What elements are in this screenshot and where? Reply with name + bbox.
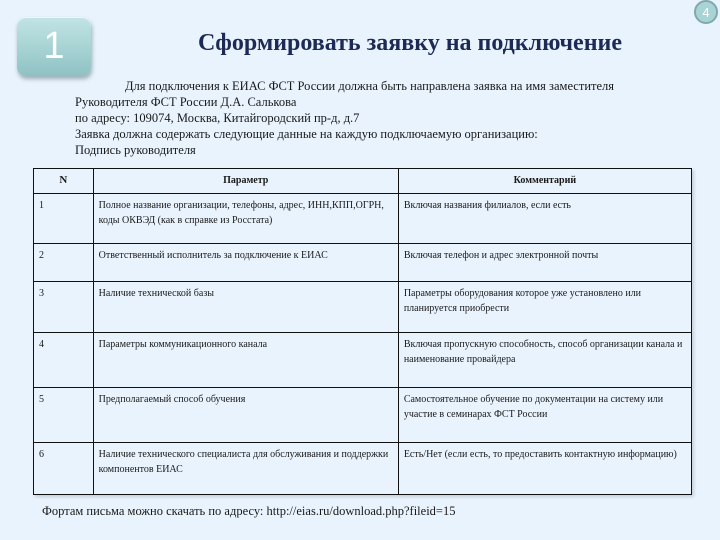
table-header-row: [34, 169, 692, 194]
requirements-table: [33, 168, 692, 495]
intro-line: по адресу: 109074, Москва, Китайгородский пр-д, д.7: [75, 111, 360, 125]
cell-param: Параметры коммуникационного канала: [93, 333, 398, 388]
cell-comment: Включая телефон и адрес электронной почты: [398, 244, 691, 282]
header-comment: Комментарий: [398, 169, 691, 194]
header-param: Параметр: [93, 169, 398, 194]
download-link[interactable]: http://eias.ru/download.php?fileid=15: [266, 504, 456, 518]
cell-n: 5: [34, 388, 94, 443]
cell-n: 4: [34, 333, 94, 388]
cell-param: Наличие технической базы: [93, 282, 398, 333]
step-number: 1: [43, 25, 65, 67]
download-note: [42, 504, 455, 519]
cell-n: 2: [34, 244, 94, 282]
intro-line: Для подключения к ЕИАС ФСТ России должна быть направлена заявка на имя заместителя: [125, 79, 615, 93]
page-number: 4: [702, 4, 710, 20]
cell-comment: Включая названия филиалов, если есть: [398, 194, 691, 244]
page-number-badge: [694, 0, 718, 24]
cell-comment: Включая пропускную способность, способ организации канала и наименование провайдера: [398, 333, 691, 388]
intro-line: Заявка должна содержать следующие данные на каждую подключаемую организацию:: [75, 127, 538, 141]
cell-n: 3: [34, 282, 94, 333]
table-row: [34, 194, 692, 244]
cell-param: Ответственный исполнитель за подключение к ЕИАС: [93, 244, 398, 282]
cell-n: 1: [34, 194, 94, 244]
cell-n: 6: [34, 443, 94, 495]
table-row: [34, 388, 692, 443]
cell-param: Предполагаемый способ обучения: [93, 388, 398, 443]
header-n: N: [34, 169, 94, 194]
cell-comment: Есть/Нет (если есть, то предоставить контактную информацию): [398, 443, 691, 495]
download-note-text: Фортам письма можно скачать по адресу:: [42, 504, 267, 518]
step-number-badge: [17, 17, 91, 76]
cell-comment: Самостоятельное обучение по документации на систему или участие в семинарах ФСТ России: [398, 388, 691, 443]
intro-line: Руководителя ФСТ России Д.А. Салькова: [75, 95, 297, 109]
table-row: [34, 244, 692, 282]
intro-paragraph: [75, 78, 705, 158]
table-row: [34, 443, 692, 495]
table-row: [34, 282, 692, 333]
cell-param: Полное название организации, телефоны, адрес, ИНН,КПП,ОГРН, коды ОКВЭД (как в справке из Росстата): [93, 194, 398, 244]
intro-line: Подпись руководителя: [75, 143, 196, 157]
table-row: [34, 333, 692, 388]
cell-param: Наличие технического специалиста для обслуживания и поддержки компонентов ЕИАС: [93, 443, 398, 495]
cell-comment: Параметры оборудования которое уже установлено или планируется приобрести: [398, 282, 691, 333]
page-title: Сформировать заявку на подключение: [197, 30, 623, 56]
